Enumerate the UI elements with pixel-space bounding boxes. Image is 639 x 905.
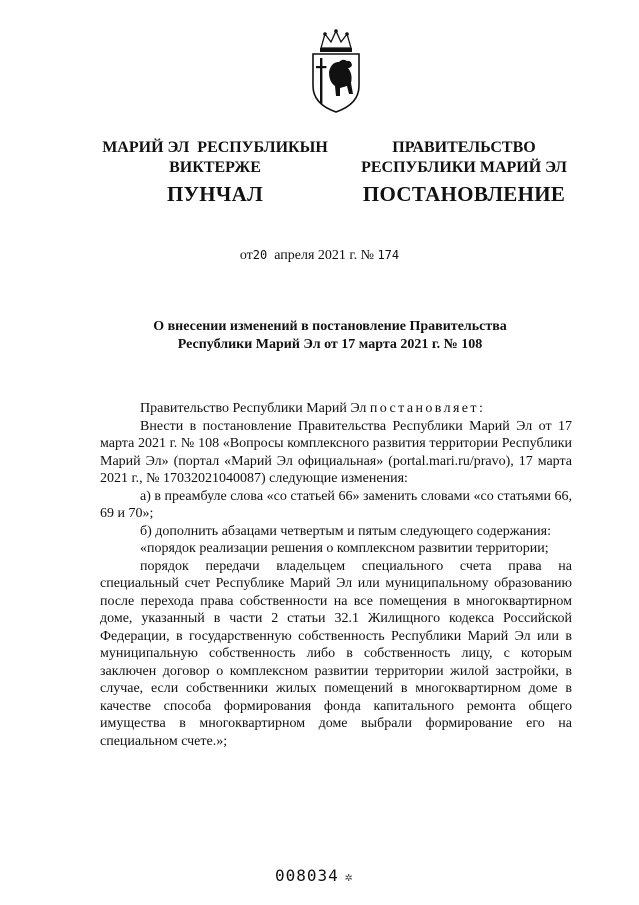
paragraph-item-b: б) дополнить абзацами четвертым и пятым следующего содержания:	[140, 523, 551, 539]
header-right-line1: ПРАВИТЕЛЬСТВО	[392, 139, 536, 156]
paragraph-quote-1: «порядок реализации решения о комплексном развитии территории;	[140, 541, 549, 556]
title-line1: О внесении изменений в постановление Правительства	[153, 319, 507, 334]
date-day: 20	[252, 248, 268, 262]
paragraph-amend: Внести в постановление Правительства Республики Марий Эл от 17 марта 2021 г. № 108 «Вопросы комплексного развития территории Республики Марий Эл» (портал «Марий Эл официальная» (portal.mari.ru/pravo), 17 марта 2021 г., № 17032021040087) следующие изменения:	[100, 418, 572, 486]
date-line	[0, 248, 639, 264]
header-left-doc-type: ПУНЧАЛ	[166, 182, 264, 206]
document-serial	[275, 866, 354, 885]
header-russian	[350, 138, 578, 204]
header-mari	[90, 138, 340, 204]
header-left-line2: ВИКТЕРЖЕ	[169, 159, 261, 176]
header-left-line1: МАРИЙ ЭЛ РЕСПУБЛИКЫН	[102, 139, 328, 156]
date-month-year: апреля 2021 г. №	[274, 248, 374, 263]
coat-of-arms-mari-el-icon	[307, 28, 365, 114]
preamble-paragraph	[100, 400, 572, 418]
preamble-subject: Правительство Республики Марий Эл	[140, 401, 367, 416]
asterisk-mark-icon: ✲	[344, 870, 354, 885]
header-right-doc-type: ПОСТАНОВЛЕНИЕ	[362, 182, 566, 206]
paragraph-quote-2: порядок передачи владельцем специального счета права на специальный счет Республике Марий Эл или муниципальному образованию после перехода права собственности на все помещения в многоквартирном доме, указанный в части 2 статьи 32.1 Жилищного кодекса Российской Федерации, в государственную собственность Республики Марий Эл или в муниципальную собственность либо в собственность лицу, с которым заключен договор о комплексном развитии территории жилой застройки, в случае, если собственники жилых помещений в многоквартирном доме в качестве способа формирования фонда капитального ремонта общего имущества в многоквартирном доме выбрали формирование его на специальном счете.»;	[100, 558, 572, 749]
preamble-verb: постановляет:	[369, 401, 486, 416]
decree-number: 174	[377, 248, 400, 262]
title-line2: Республики Марий Эл от 17 марта 2021 г. № 108	[177, 337, 483, 352]
header-right-line2: РЕСПУБЛИКИ МАРИЙ ЭЛ	[361, 159, 567, 176]
date-prefix: от	[239, 248, 253, 263]
document-title	[100, 318, 560, 354]
serial-number: 008034	[275, 866, 339, 885]
document-body	[100, 400, 572, 750]
paragraph-item-a: а) в преамбуле слова «со статьей 66» заменить словами «со статьями 66, 69 и 70»;	[100, 488, 572, 521]
